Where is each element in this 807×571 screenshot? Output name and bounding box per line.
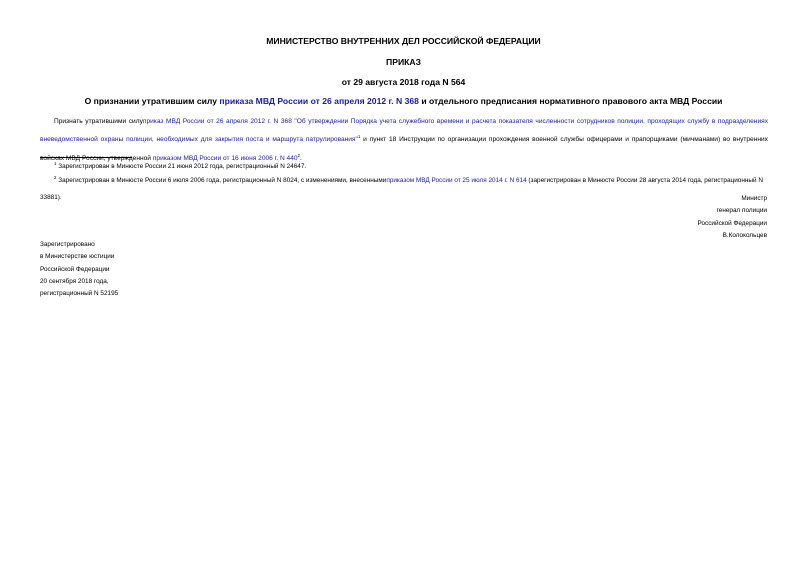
registration-line-1: Зарегистрировано bbox=[40, 241, 95, 248]
doc-type-heading: ПРИКАЗ bbox=[386, 57, 421, 67]
footnote-1-mark: 1 bbox=[54, 161, 57, 166]
registration-date: 20 сентября 2018 года, bbox=[40, 277, 109, 285]
paragraph-start: Признать утратившими силу bbox=[54, 118, 143, 125]
signature-block bbox=[698, 193, 768, 242]
footnote-2-mark: 2 bbox=[54, 175, 57, 180]
signature-title: Министр bbox=[741, 195, 767, 202]
signature-name: В.Колокольцев bbox=[722, 231, 767, 239]
ministry-heading: МИНИСТЕРСТВО ВНУТРЕННИХ ДЕЛ РОССИЙСКОЙ ФЕДЕРАЦИИ bbox=[266, 36, 541, 46]
order-368-link[interactable]: приказ МВД России от 26 апреля 2012 г. N 368 "Об утверждении Порядка учета служебного времени и расчета показателя численности сотрудников полиции, проходящих службу в подразделениях вневедомственной охраны полиции, необходимых для закрытия поста и маршрута патрулирования" bbox=[40, 118, 768, 144]
footnote-ref-1[interactable]: 1 bbox=[357, 134, 361, 140]
signature-country: Российской Федерации bbox=[697, 219, 767, 227]
order-614-link[interactable]: приказом МВД России от 25 июля 2014 г. N 614 bbox=[386, 177, 527, 185]
registration-line-2: в Министерстве юстиции bbox=[40, 253, 115, 261]
registration-block bbox=[40, 239, 118, 300]
footnote-ref-2[interactable]: 2 bbox=[297, 152, 300, 158]
footnote-2-text: Зарегистрирован в Минюсте России 6 июля 2006 года, регистрационный N 8024, с изменениями, внесенными bbox=[56, 177, 387, 185]
order-440-link[interactable]: приказом МВД России от 16 июня 2006 г. N 440 bbox=[152, 154, 298, 162]
date-number-heading: от 29 августа 2018 года N 564 bbox=[341, 77, 466, 87]
order-title-prefix: О признании утратившим силу bbox=[84, 96, 220, 106]
order-title-suffix: и отдельного предписания нормативного правового акта МВД России bbox=[418, 96, 723, 106]
registration-line-3: Российской Федерации bbox=[40, 265, 110, 273]
paragraph-middle: и пункт 18 Инструкции по организации прохождения военной службы офицерами и прапорщиками (мичманами) во внутренних войсках МВД России, утвержденной bbox=[40, 136, 768, 162]
registration-number: регистрационный N 52195 bbox=[40, 290, 119, 298]
footnote-2-end: (зарегистрирован в Минюсте России 28 августа 2014 года, регистрационный N 33881). bbox=[40, 177, 763, 201]
footnote-2 bbox=[40, 170, 770, 206]
signature-rank: генерал полиции bbox=[716, 207, 767, 215]
footnote-1-text: Зарегистрирован в Минюсте России 21 июня 2012 года, регистрационный N 24647. bbox=[56, 163, 307, 171]
order-title-link[interactable]: приказа МВД России от 26 апреля 2012 г. N 368 bbox=[219, 96, 419, 106]
paragraph-end: . bbox=[300, 154, 302, 162]
order-title bbox=[0, 96, 807, 106]
